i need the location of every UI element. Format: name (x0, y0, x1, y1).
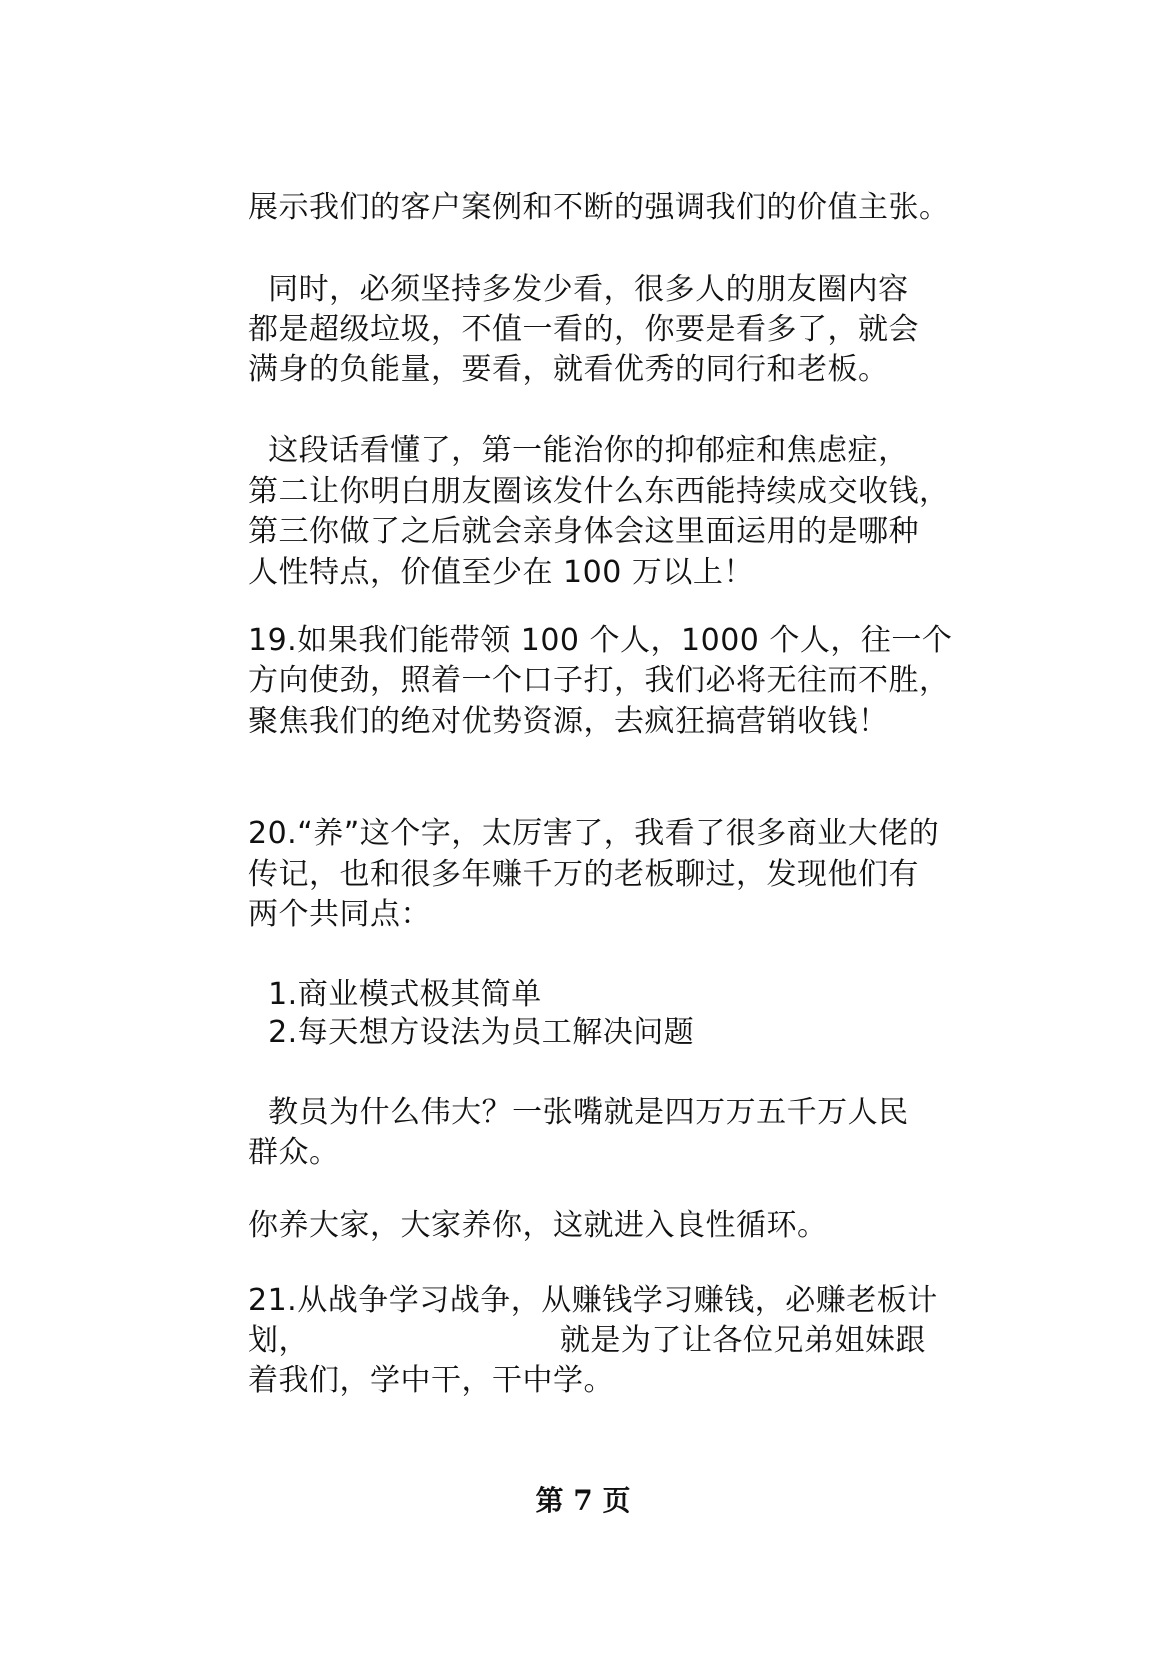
text-line: 教员为什么伟大？一张嘴就是四万万五千万人民 (248, 1095, 909, 1130)
text-line: 人性特点，价值至少在 100 万以上！ (248, 555, 754, 590)
text-line: 都是超级垃圾，不值一看的，你要是看多了，就会 (248, 312, 919, 347)
text-line: 着我们，学中干，干中学。 (248, 1363, 614, 1398)
text-line: 19.如果我们能带领 100 个人，1000 个人，往一个 (248, 623, 953, 658)
text-line: 聚焦我们的绝对优势资源，去疯狂搞营销收钱！ (248, 704, 889, 739)
text-line: 21.从战争学习战争，从赚钱学习赚钱，必赚老板计 (248, 1283, 938, 1318)
text-line: 划， 就是为了让各位兄弟姐妹跟 (248, 1323, 926, 1358)
text-line: 群众。 (248, 1135, 340, 1170)
text-line: 同时，必须坚持多发少看，很多人的朋友圈内容 (248, 272, 909, 307)
text-line: 满身的负能量，要看，就看优秀的同行和老板。 (248, 352, 889, 387)
text-line: 两个共同点： (248, 897, 431, 932)
list-item: 2.每天想方设法为员工解决问题 (248, 1015, 695, 1050)
text-line: 第三你做了之后就会亲身体会这里面运用的是哪种 (248, 514, 919, 549)
text-line: 展示我们的客户案例和不断的强调我们的价值主张。 (248, 190, 950, 225)
text-line: 这段话看懂了，第一能治你的抑郁症和焦虑症， (248, 433, 909, 468)
text-line: 传记，也和很多年赚千万的老板聊过，发现他们有 (248, 857, 919, 892)
list-item: 1.商业模式极其简单 (248, 977, 542, 1012)
text-line: 方向使劲，照着一个口子打，我们必将无往而不胜， (248, 663, 950, 698)
text-line: 20.“养”这个字，太厉害了，我看了很多商业大佬的 (248, 816, 940, 851)
page-number: 第 7 页 (535, 1484, 631, 1517)
text-line: 你养大家，大家养你，这就进入良性循环。 (248, 1208, 828, 1243)
text-line: 第二让你明白朋友圈该发什么东西能持续成交收钱， (248, 474, 950, 509)
